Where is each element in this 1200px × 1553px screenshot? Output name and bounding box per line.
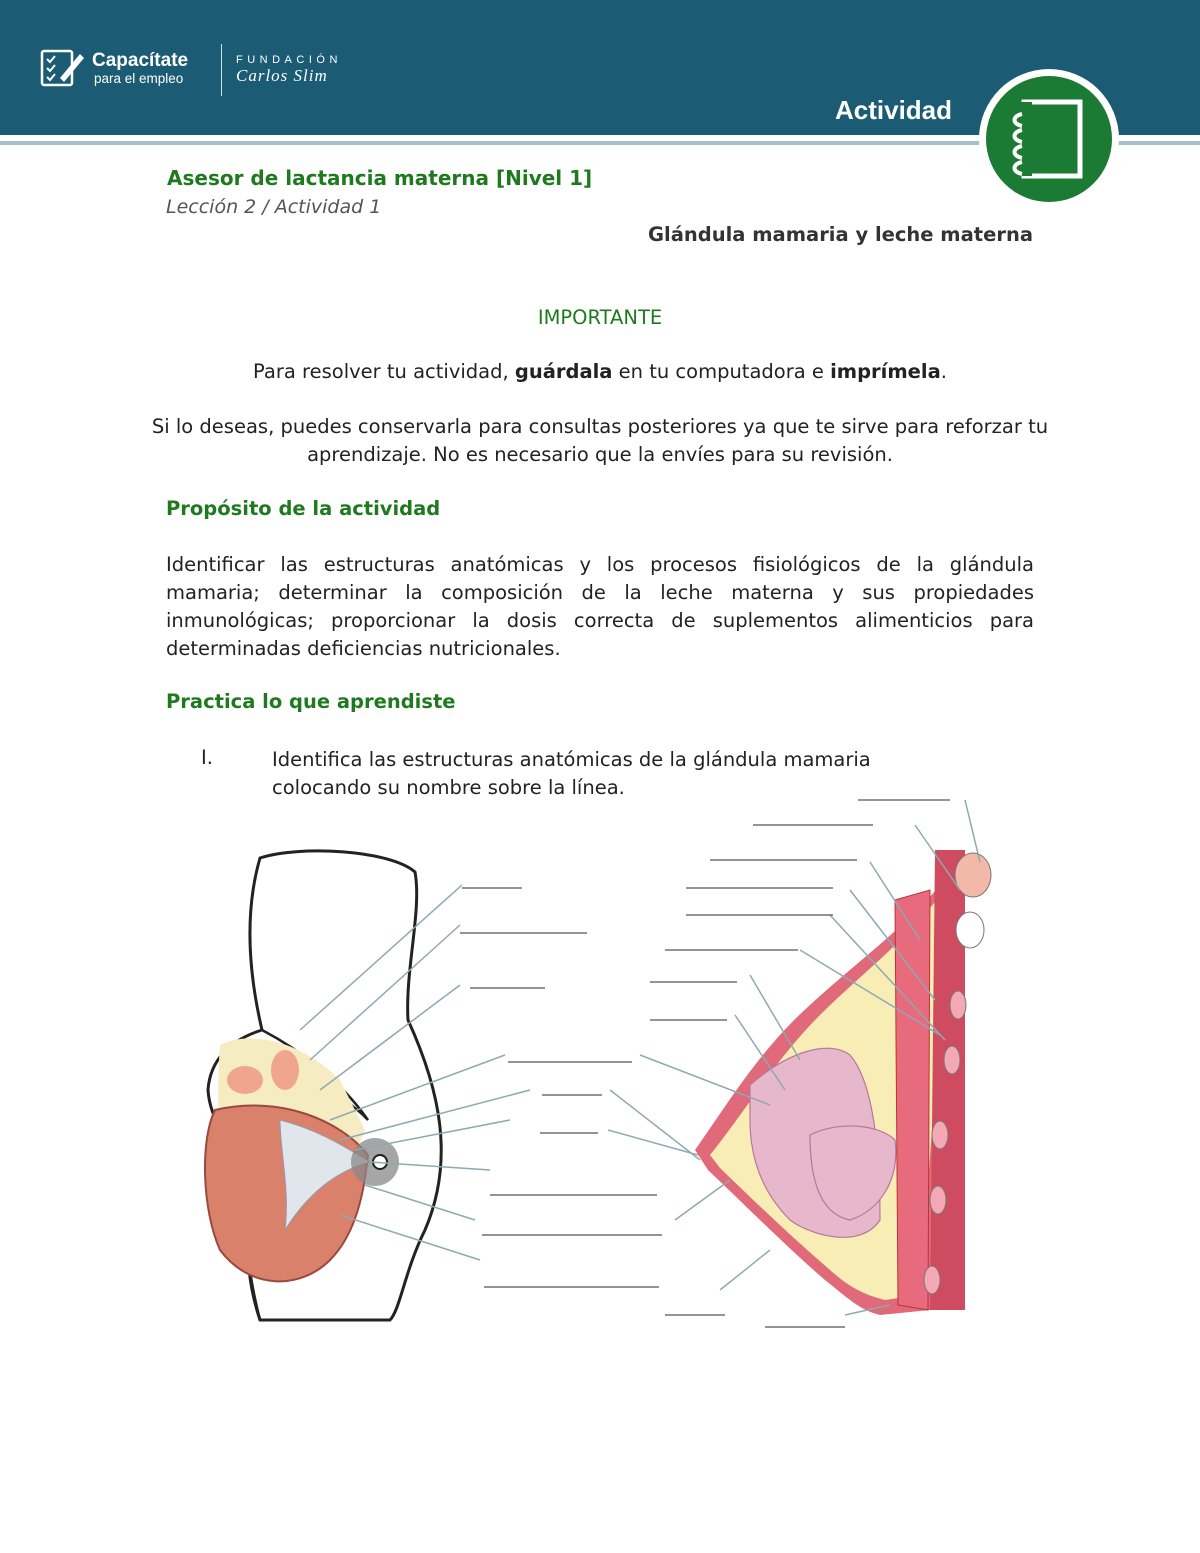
item-number: I. (201, 746, 213, 769)
front-breast-illustration (205, 851, 441, 1320)
checklist-pen-icon (40, 48, 84, 88)
course-title: Asesor de lactancia materna [Nivel 1] (167, 166, 593, 190)
foundation-label: FUNDACIÓN (236, 54, 342, 66)
logo-divider (221, 44, 222, 96)
activity-label: Actividad (835, 95, 953, 125)
purpose-text: Identificar las estructuras anatómicas y los procesos fisiológicos de la glándula mamaria; determinar la composición de la leche materna y sus propiedades inmunológicas; proporcionar la dosis correcta de suplementos alimenticios para determinadas deficiencias nutricionales. (166, 553, 1034, 660)
front-answer-lines (460, 888, 662, 1287)
brand-name: Capacítate (92, 50, 189, 71)
instruction-text-c: en tu computadora e (612, 360, 831, 383)
keep-note: Si lo deseas, puedes conservarla para consultas posteriores ya que te sirve para reforzar tu aprendizaje. No es necesario que la envíes para su revisión. (151, 415, 1049, 466)
instruction-text-e: . (940, 360, 947, 383)
item-instruction: Identifica las estructuras anatómicas de la glándula mamaria colocando su nombre sobre la línea. (272, 748, 871, 799)
important-heading: IMPORTANTE (537, 306, 663, 329)
topic-title: Glándula mamaria y leche materna (648, 223, 1033, 246)
instruction-save: guárdala (514, 360, 613, 383)
save-print-instruction (150, 358, 1050, 386)
capacitate-logo (40, 44, 380, 104)
sagittal-breast-illustration (695, 850, 991, 1315)
mammary-gland-diagram (190, 790, 1030, 1350)
foundation-name: Carlos Slim (236, 66, 328, 85)
brand-tagline: para el empleo (94, 71, 184, 86)
purpose-heading: Propósito de la actividad (166, 497, 441, 520)
practice-heading: Practica lo que aprendiste (166, 690, 456, 713)
lesson-label: Lección 2 / Actividad 1 (166, 196, 382, 218)
notebook-icon (978, 68, 1120, 210)
instruction-text-a: Para resolver tu actividad, (253, 360, 515, 383)
instruction-print: imprímela (830, 360, 941, 383)
